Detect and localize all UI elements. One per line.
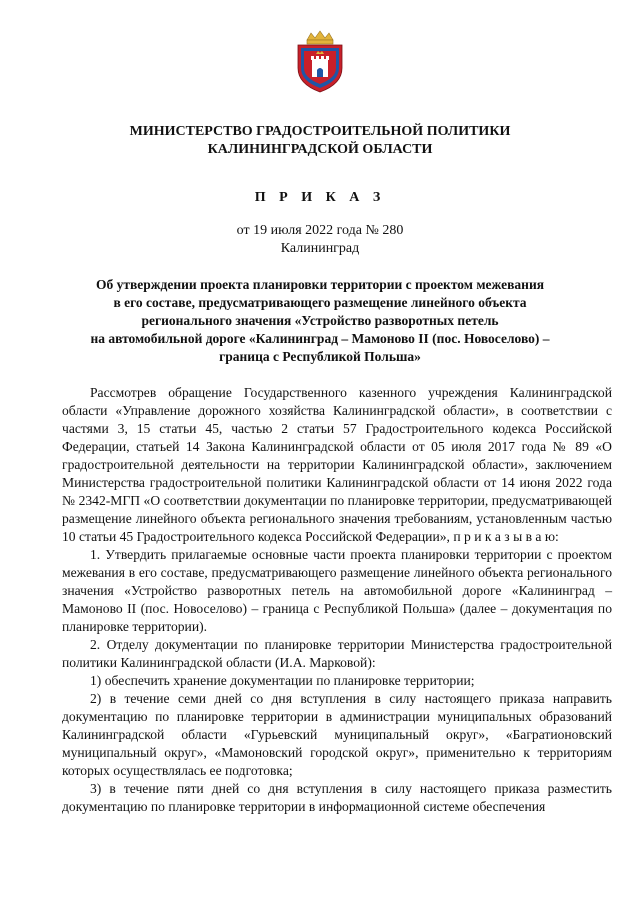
paragraph-item-2-2: 2) в течение семи дней со дня вступления в силу настоящего приказа направить документацию по планировке территории в администрации муниципальных образований Калининградской области «Гурьевский муниципальный округ», «Багратионовский муниципальный округ», «Мамоновский городской округ», применительно к территориям которых осуществлялась ее подготовка; [62,691,612,778]
title-line-4: на автомобильной дороге «Калининград – Мамоново II (пос. Новоселово) – [90,331,550,346]
title-line-1: Об утверждении проекта планировки территории с проектом межевания [95,277,545,292]
paragraph-item-1: 1. Утвердить прилагаемые основные части проекта планировки территории с проектом межевания в его составе, предусматривающего размещение линейного объекта регионального значения «Устройство разворотных петель на автомобильной дороге «Калининград – Мамоново II (пос. Новоселово) – граница с Республикой Польша» (далее – документация по планировке территории). [62,547,612,634]
title-line-2: в его составе, предусматривающего размещение линейного объекта [113,295,527,310]
ministry-line-1: МИНИСТЕРСТВО ГРАДОСТРОИТЕЛЬНОЙ ПОЛИТИКИ [129,124,511,139]
ministry-line-2: КАЛИНИНГРАДСКОЙ ОБЛАСТИ [207,142,433,157]
paragraph-preamble: Рассмотрев обращение Государственного казенного учреждения Калининградской области «Управление дорожного хозяйства Калининградской области», в соответствии с частями 3, 15 статьи 45, частью 2 статьи 57 Градостроительного кодекса Российской Федерации, статьей 14 Закона Калининградской области от 05 июля 2017 года № 89 «О градостроительной деятельности на территории Калининградской области», заключением Министерства градостроительной политики Калининградской области от 14 июня 2022 года № 2342-МГП «О соответствии документации по планировке территории, предусматривающей размещение линейного объекта регионального значения требованиям, установленным частью 10 статьи 45 Градостроительного кодекса Российской Федерации», п р и к а з ы в а ю: [62,385,612,544]
date-and-place [40,222,600,258]
paragraph-item-2-3: 3) в течение пяти дней со дня вступления в силу настоящего приказа разместить документацию по планировке территории в информационной системе обеспечения [62,781,612,814]
title-line-3: регионального значения «Устройство разворотных петель [141,313,499,328]
document-body [62,384,612,816]
coat-of-arms-icon [293,30,347,94]
document-city: Калининград [280,241,360,256]
title-line-5: граница с Республикой Польша» [219,349,421,364]
paragraph-item-2-1: 1) обеспечить хранение документации по планировке территории; [90,673,475,688]
ministry-name [40,123,600,159]
document-type: П Р И К А З [254,190,386,205]
document-title [62,276,578,366]
document-date-number: от 19 июля 2022 года № 280 [236,223,404,238]
paragraph-item-2: 2. Отделу документации по планировке территории Министерства градостроительной политики Калининградской области (И.А. Марковой): [62,637,612,670]
